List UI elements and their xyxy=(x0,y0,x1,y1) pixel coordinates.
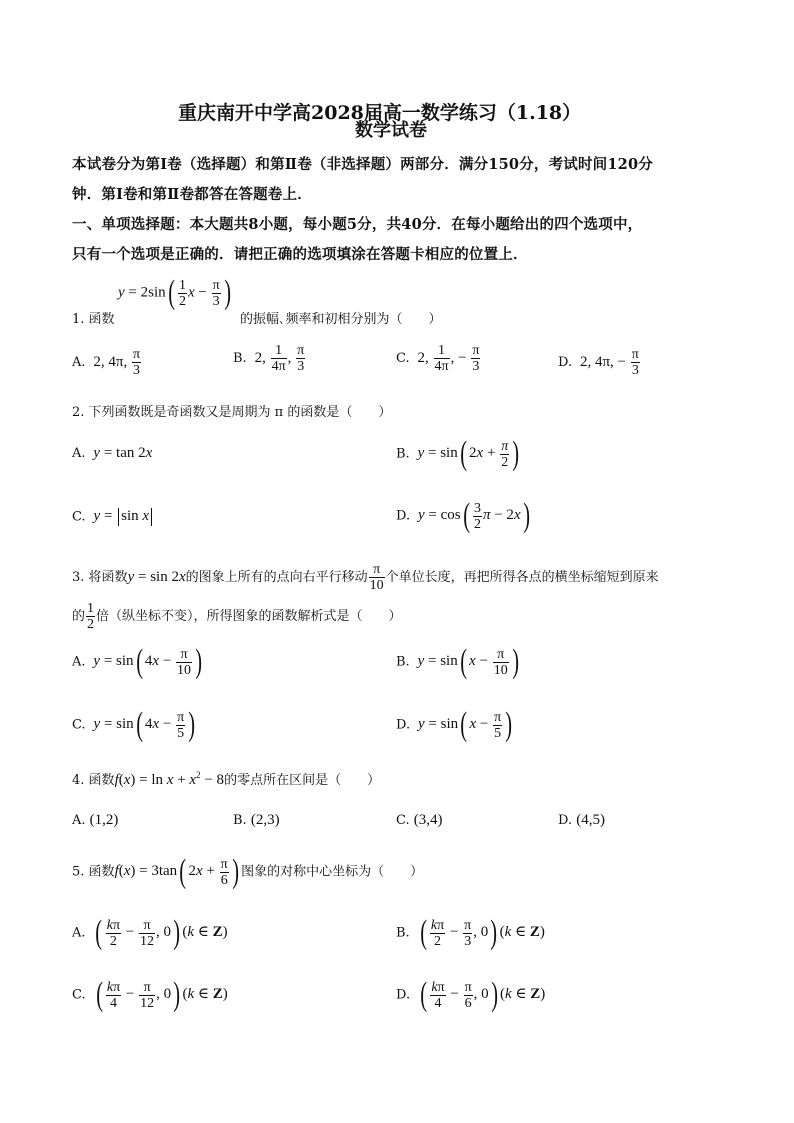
q1-prefix: 函数 xyxy=(88,312,115,327)
intro-line-2: 钟．第Ⅰ卷和第Ⅱ卷都答在答题卷上． xyxy=(72,186,312,203)
q4-option-b: B. (2,3) xyxy=(233,812,280,828)
q3-option-c: C. y = sin( 4x − $\frac{\pi}{5}$ ) xyxy=(72,706,196,743)
q5-option-d: D. ( $\frac{k\pi}{4}$ − $\frac{\pi}{6}$ , 0) (k ∈ Z) xyxy=(396,976,546,1013)
q3-stem-line-1: 3. 将函数y = sin 2x的图象上所有的点向右平行移动 $\frac{\pi}{10}$ 个单位长度，再把所得各点的横坐标缩短到原来 xyxy=(72,562,659,593)
section-heading-line-2: 只有一个选项是正确的．请把正确的选项填涂在答题卡相应的位置上． xyxy=(72,246,528,263)
q4-option-a: A. (1,2) xyxy=(72,812,119,828)
q1-option-b: B. 2, $\frac{1}{4\pi}$ , $\frac{\pi}{3}$ xyxy=(233,343,305,374)
q3-option-a: A. y = sin( 4x − $\frac{\pi}{10}$ ) xyxy=(72,643,203,680)
q5-stem: 5. 函数f(x) = 3tan( 2x + $\frac{\pi}{6}$ ) 图象的对称中心坐标为（ ） xyxy=(72,853,424,890)
q2-option-a: A. y = tan 2x xyxy=(72,445,153,461)
q1-option-a: A. 2, 4π, $\frac{\pi}{3}$ xyxy=(72,347,141,378)
q1-suffix: 的振幅､频率和初相分别为（ ） xyxy=(240,312,442,327)
q2-option-c: C. y = sin x xyxy=(72,508,154,526)
q4-option-c: C. (3,4) xyxy=(396,812,443,828)
q3-option-d: D. y = sin( x − $\frac{\pi}{5}$ ) xyxy=(396,706,513,743)
page-title: 重庆南开中学高2028届高一数学练习（1.18） xyxy=(178,102,582,124)
q4-option-d: D. (4,5) xyxy=(558,812,605,828)
q3-stem-line-2: 的 $\frac{1}{2}$ 倍（纵坐标不变），所得图象的函数解析式是（ ） xyxy=(72,601,402,632)
q4-stem: 4. 函数$f(x) = \ln x + x^2 - 8$的零点所在区间是（ ） xyxy=(72,770,381,788)
q5-option-a: A. ( $\frac{k\pi}{2}$ − $\frac{\pi}{12}$ , 0) (k ∈ Z) xyxy=(72,914,228,951)
q5-option-c: C. ( $\frac{k\pi}{4}$ − $\frac{\pi}{12}$ , 0) (k ∈ Z) xyxy=(72,976,228,1013)
q2-stem: 2. 下列函数既是奇函数又是周期为 π 的函数是（ ） xyxy=(72,405,392,420)
section-heading-line-1: 一、单项选择题：本大题共8小题，每小题5分，共40分．在每小题给出的四个选项中， xyxy=(72,216,643,233)
q1-option-c: C. 2, $\frac{1}{4\pi}$ , − $\frac{\pi}{3}$ xyxy=(396,343,480,374)
q5-option-b: B. ( $\frac{k\pi}{2}$ − $\frac{\pi}{3}$ , 0) (k ∈ Z) xyxy=(396,914,545,951)
intro-line-1: 本试卷分为第Ⅰ卷（选择题）和第Ⅱ卷（非选择题）两部分．满分150分，考试时间120分 xyxy=(72,156,653,173)
q2-option-b: B. y = sin( 2x + $\frac{\pi}{2}$ ) xyxy=(396,435,520,472)
q2-option-d: D. y = cos( $\frac{3}{2}$ π − 2x) xyxy=(396,497,530,534)
q1-formula: y = 2sin( $\frac{1}{2}$ x − $\frac{\pi}{3}$ ) xyxy=(118,274,231,311)
q1-number: 1. xyxy=(72,312,85,327)
q1-option-d: D. 2, 4π, − $\frac{\pi}{3}$ xyxy=(558,347,639,378)
q1-stem xyxy=(72,308,115,327)
q3-option-b: B. y = sin( x − $\frac{\pi}{10}$ ) xyxy=(396,643,519,680)
page-subtitle: 数学试卷 xyxy=(355,120,427,141)
